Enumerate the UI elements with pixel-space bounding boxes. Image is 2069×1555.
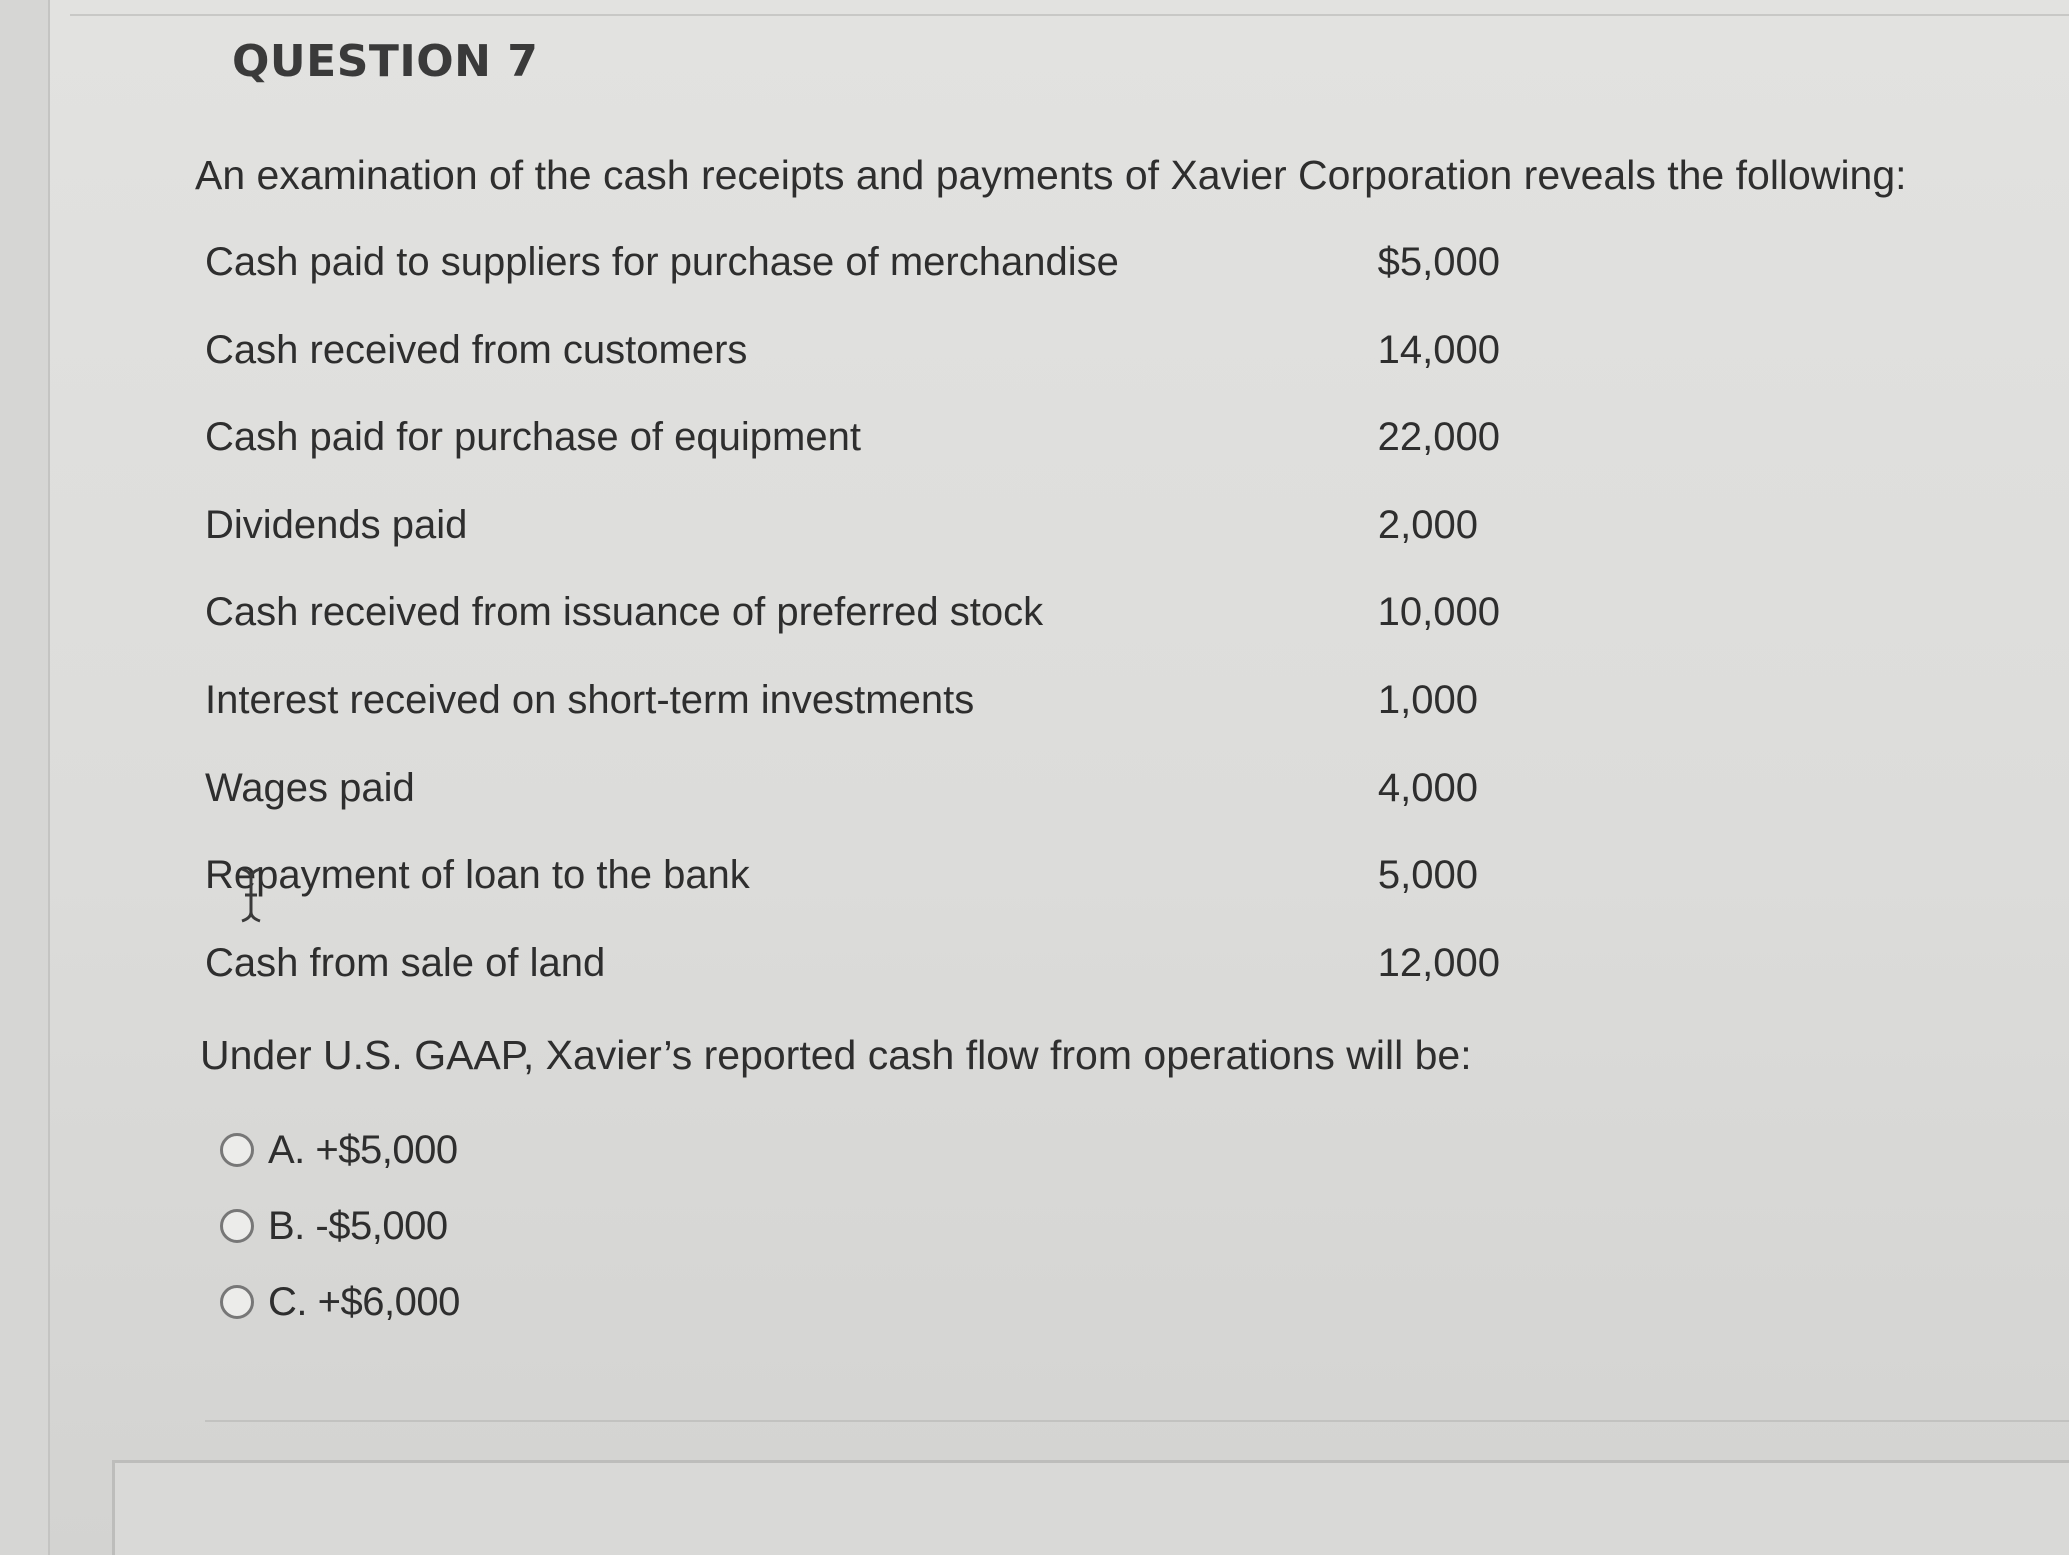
option-label[interactable]: C. +$6,000 — [268, 1279, 460, 1324]
top-divider — [70, 0, 2069, 16]
option-b[interactable] — [220, 1188, 460, 1264]
item-label: Cash from sale of land — [205, 940, 606, 985]
item-amount: 14,000 — [1377, 327, 1500, 372]
bottom-divider — [205, 1420, 2069, 1422]
item-label: Interest received on short-term investments — [205, 677, 975, 722]
list-item — [205, 415, 1505, 503]
list-item — [205, 941, 1505, 1029]
left-rail — [0, 0, 50, 1555]
radio-button-icon[interactable] — [220, 1133, 254, 1167]
item-amount: 5,000 — [1377, 853, 1478, 898]
list-item — [205, 328, 1505, 416]
item-label: Cash received from issuance of preferred stock — [205, 590, 1044, 635]
item-amount: 2,000 — [1377, 502, 1478, 547]
answer-options — [220, 1112, 460, 1340]
item-amount: 22,000 — [1377, 415, 1500, 460]
next-question-panel — [112, 1460, 2069, 1555]
option-a[interactable] — [220, 1112, 460, 1188]
option-label[interactable]: A. +$5,000 — [268, 1127, 458, 1172]
item-amount: 1,000 — [1377, 677, 1478, 722]
item-amount: 10,000 — [1377, 590, 1500, 635]
item-label: Wages paid — [205, 765, 415, 810]
option-label[interactable]: B. -$5,000 — [268, 1203, 448, 1248]
cash-items-list — [205, 240, 1505, 1028]
list-item — [205, 590, 1505, 678]
item-label: Cash paid for purchase of equipment — [205, 415, 861, 460]
question-intro: An examination of the cash receipts and payments of Xavier Corporation reveals the following: — [195, 152, 1907, 198]
item-label: Cash received from customers — [205, 327, 748, 372]
list-item — [205, 240, 1505, 328]
item-label: Dividends paid — [205, 502, 468, 547]
list-item — [205, 766, 1505, 854]
question-prompt: Under U.S. GAAP, Xavier’s reported cash flow from operations will be: — [200, 1032, 1472, 1078]
text-cursor-icon — [238, 866, 264, 924]
item-amount: 4,000 — [1377, 765, 1478, 810]
item-amount: 12,000 — [1377, 940, 1500, 985]
option-c[interactable] — [220, 1264, 460, 1340]
item-amount: $5,000 — [1377, 240, 1500, 284]
radio-button-icon[interactable] — [220, 1285, 254, 1319]
list-item — [205, 853, 1505, 941]
list-item — [205, 503, 1505, 591]
item-label: Cash paid to suppliers for purchase of merchandise — [205, 240, 1119, 284]
item-label: Repayment of loan to the bank — [205, 853, 750, 898]
radio-button-icon[interactable] — [220, 1209, 254, 1243]
list-item — [205, 678, 1505, 766]
question-title: QUESTION 7 — [232, 36, 539, 87]
